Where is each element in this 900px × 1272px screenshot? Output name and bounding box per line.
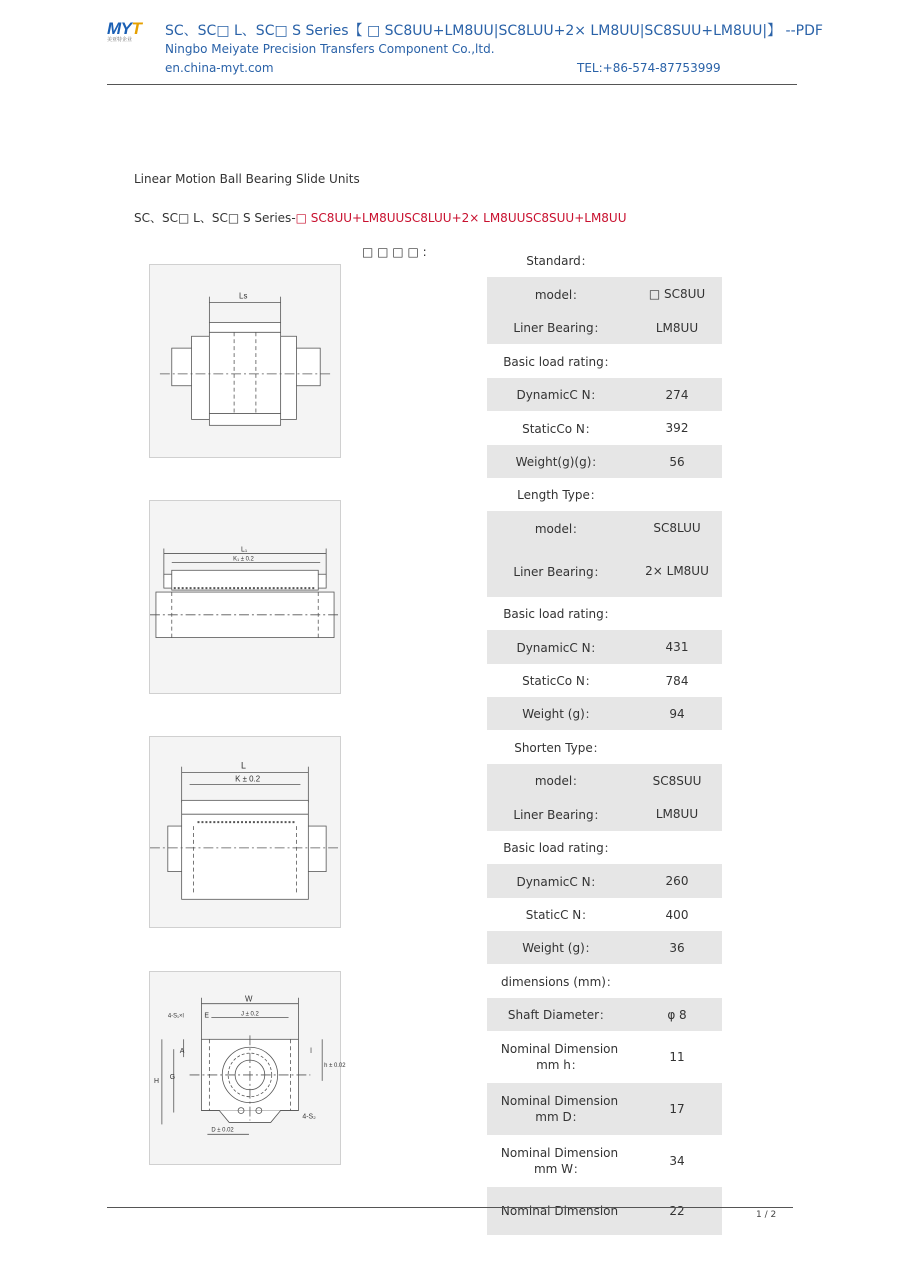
cn-label: □ □ □ □ : — [362, 245, 427, 259]
logo-text-b: T — [131, 19, 142, 38]
spec-row — [487, 511, 722, 545]
spec-value: 36 — [669, 940, 685, 955]
spec-key: Shorten Type： — [514, 740, 605, 755]
label-l1: L₁ — [241, 546, 248, 554]
spec-row — [487, 630, 722, 664]
logo-subtext: 美亚特企业 — [107, 37, 133, 43]
page-header — [107, 18, 823, 85]
label-l: L — [241, 760, 246, 771]
label-k: K ± 0.2 — [235, 774, 261, 784]
spec-value: SC8SUU — [652, 773, 702, 788]
company-logo — [107, 20, 159, 42]
spec-key: model： — [534, 774, 585, 788]
spec-section-heading — [487, 831, 722, 864]
spec-key: model： — [534, 521, 585, 536]
spec-key: StaticCo N： — [522, 421, 597, 436]
label-h-lower: h ± 0.02 — [324, 1063, 346, 1070]
spec-row — [487, 1187, 722, 1235]
spec-section-heading — [487, 964, 722, 998]
figure-length-type-drawing — [149, 500, 341, 694]
spec-key: Weight(g)(g)： — [515, 455, 604, 469]
spec-section-heading — [487, 730, 722, 764]
shorten-type-drawing-svg — [150, 737, 340, 927]
spec-value: 784 — [665, 673, 689, 688]
specification-table — [487, 244, 722, 1235]
figure-dimensions-drawing — [149, 971, 346, 1165]
label-ls: Ls — [239, 291, 248, 301]
spec-value: 94 — [669, 706, 685, 721]
label-g: G — [169, 1073, 176, 1081]
figure-shorten-type-drawing — [149, 736, 341, 928]
document-title: Linear Motion Ball Bearing Slide Units — [134, 172, 360, 186]
spec-value: 17 — [669, 1102, 685, 1116]
label-s1: 4-S₁×l — [167, 1013, 184, 1020]
spec-row — [487, 697, 722, 730]
header-company: Ningbo Meiyate Precision Transfers Component Co.,ltd. — [165, 42, 495, 56]
spec-row — [487, 998, 722, 1031]
dimensions-drawing-svg — [150, 972, 346, 1164]
spec-key: Shaft Diameter： — [507, 1008, 612, 1022]
spec-key: DynamicC N： — [516, 640, 603, 655]
header-telephone: TEL:+86-574-87753999 — [577, 61, 721, 75]
spec-key: Nominal Dimension — [500, 1204, 619, 1218]
spec-key: Length Type： — [517, 488, 602, 502]
page-footer-line — [107, 1207, 793, 1208]
label-d: D ± 0.02 — [211, 1127, 234, 1134]
label-w: W — [245, 994, 253, 1004]
standard-drawing-svg — [150, 265, 340, 457]
spec-section-heading — [487, 344, 722, 378]
spec-row — [487, 445, 722, 478]
series-line — [134, 209, 627, 226]
spec-key: Basic load rating： — [503, 607, 616, 621]
spec-row — [487, 311, 722, 344]
spec-key: DynamicC N： — [516, 874, 603, 889]
spec-row — [487, 277, 722, 311]
page-number: 1 / 2 — [756, 1210, 777, 1220]
label-k1: K₁ ± 0.2 — [233, 556, 254, 563]
spec-key: Standard： — [526, 254, 593, 268]
spec-value: LM8UU — [655, 320, 699, 335]
spec-key: dimensions (mm)： — [501, 974, 618, 989]
spec-row — [487, 797, 722, 831]
spec-value: LM8UU — [655, 807, 699, 821]
length-type-drawing-svg — [150, 501, 340, 693]
figure-standard-drawing — [149, 264, 341, 458]
label-l-lower: l — [310, 1048, 312, 1056]
spec-value: □ SC8UU — [648, 287, 706, 301]
spec-key: Nominal Dimension mm W： — [500, 1145, 619, 1176]
spec-row — [487, 1135, 722, 1187]
spec-value: 400 — [665, 907, 689, 922]
label-j: J ± 0.2 — [241, 1011, 259, 1018]
spec-key: Weight (g)： — [522, 707, 597, 721]
spec-value: 22 — [669, 1204, 685, 1218]
spec-row — [487, 1031, 722, 1083]
series-models: □ SC8UU+LM8UUSC8LUU+2× LM8UUSC8SUU+LM8UU — [295, 211, 627, 225]
spec-row — [487, 545, 722, 597]
spec-key: Liner Bearing： — [513, 807, 606, 822]
spec-value: 2× LM8UU — [645, 564, 709, 578]
spec-row — [487, 864, 722, 898]
spec-row — [487, 664, 722, 697]
label-h-upper: H — [153, 1077, 159, 1085]
label-s2: 4-S₂ — [302, 1113, 316, 1121]
spec-row — [487, 1083, 722, 1135]
spec-row — [487, 378, 722, 411]
spec-key: StaticC N： — [525, 908, 594, 922]
spec-row — [487, 411, 722, 445]
spec-value: 11 — [669, 1050, 685, 1064]
spec-key: Weight (g)： — [522, 941, 597, 955]
logo-text-a: MY — [107, 19, 132, 38]
spec-value: 34 — [669, 1154, 685, 1168]
spec-section-heading — [487, 478, 722, 511]
label-e: E — [204, 1012, 210, 1020]
spec-row — [487, 764, 722, 797]
spec-section-heading — [487, 244, 722, 277]
spec-key: Basic load rating： — [503, 841, 616, 855]
spec-key: DynamicC N： — [516, 388, 603, 402]
spec-value: 392 — [665, 421, 689, 435]
spec-value: 274 — [665, 387, 689, 402]
spec-key: Nominal Dimension mm D： — [500, 1093, 619, 1124]
spec-value: 431 — [665, 640, 689, 654]
spec-key: Liner Bearing： — [513, 321, 606, 335]
header-website-link[interactable]: en.china-myt.com — [165, 61, 274, 75]
spec-value: 56 — [669, 454, 685, 469]
spec-key: Basic load rating： — [503, 354, 616, 369]
spec-value: SC8LUU — [653, 521, 701, 535]
spec-key: StaticCo N： — [522, 674, 597, 688]
spec-key: Nominal Dimension mm h： — [500, 1041, 619, 1072]
header-title: SC、SC□ L、SC□ S Series【 □ SC8UU+LM8UU|SC8LUU+2× LM8UU|SC8SUU+LM8UU|】 --PDF — [165, 23, 823, 39]
series-prefix: SC、SC□ L、SC□ S Series- — [134, 211, 296, 225]
spec-section-heading — [487, 597, 722, 630]
spec-row — [487, 898, 722, 931]
spec-key: Liner Bearing： — [513, 564, 606, 579]
label-a: A — [179, 1048, 185, 1056]
spec-row — [487, 931, 722, 964]
spec-key: model： — [534, 287, 585, 302]
spec-value: φ 8 — [667, 1007, 687, 1022]
spec-value: 260 — [665, 874, 689, 888]
